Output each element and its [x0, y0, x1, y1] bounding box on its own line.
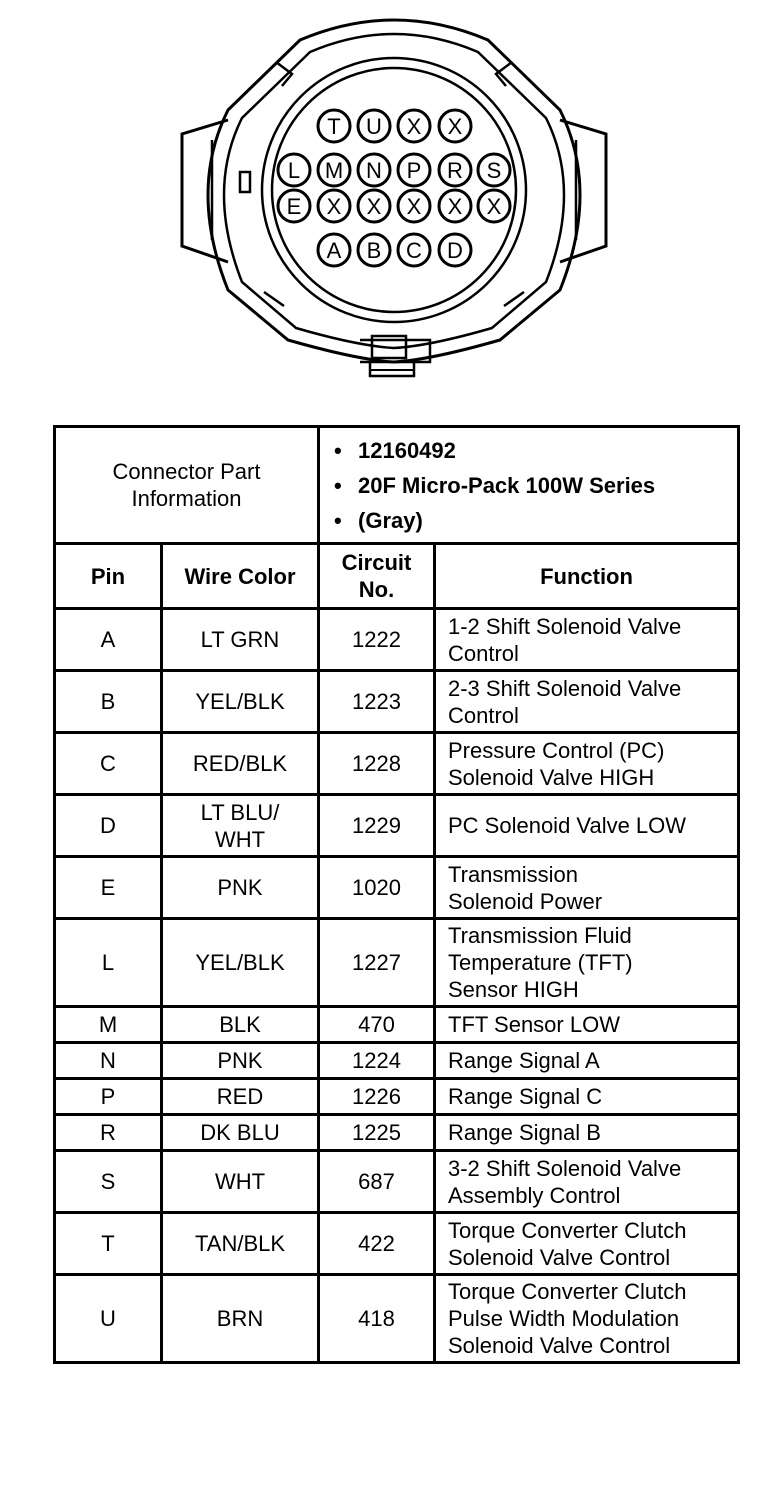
pin-label: R [447, 158, 463, 183]
pin-label: X [406, 114, 422, 139]
pin-cavity-x [398, 110, 430, 142]
cell-function [435, 1115, 739, 1151]
cell-pin: B [55, 671, 162, 733]
connector-info-row [55, 427, 739, 544]
pin-cavity-m [318, 154, 350, 186]
function-line1: 1-2 Shift Solenoid Valve [448, 613, 682, 639]
function-line1: 3-2 Shift Solenoid Valve [448, 1155, 682, 1181]
wire-line1: LT GRN [200, 627, 280, 652]
cell-circuit: 1225 [319, 1115, 435, 1151]
connector-face-diagram [0, 0, 768, 400]
cell-function [435, 609, 739, 671]
wire-line1: BRN [216, 1306, 264, 1331]
cell-circuit: 1228 [319, 733, 435, 795]
cell-wire-color [162, 1213, 319, 1275]
cell-circuit: 1227 [319, 919, 435, 1007]
function-line2: Assembly Control [448, 1182, 621, 1208]
pin-label: A [326, 238, 342, 263]
cell-pin: C [55, 733, 162, 795]
pin-cavity-x [439, 190, 471, 222]
pin-label: M [324, 158, 344, 183]
wire-line1: RED [216, 1084, 264, 1109]
function-line1: PC Solenoid Valve LOW [448, 813, 687, 838]
cell-wire-color [162, 857, 319, 919]
function-line1: 2-3 Shift Solenoid Valve [448, 675, 682, 701]
table-row [55, 733, 739, 795]
pin-cavity-r [439, 154, 471, 186]
function-line1: Transmission [448, 861, 578, 887]
table-row [55, 1213, 739, 1275]
cell-function [435, 1007, 739, 1043]
function-line1: Pressure Control (PC) [448, 737, 665, 763]
cell-wire-color [162, 1007, 319, 1043]
function-line3: Solenoid Valve Control [448, 1333, 671, 1358]
pin-cavity-x [318, 190, 350, 222]
function-line2: Solenoid Power [448, 888, 603, 914]
info-part-number: • 12160492 [358, 433, 737, 468]
pin-cavity-x [398, 190, 430, 222]
cell-circuit: 1222 [319, 609, 435, 671]
wire-line1: WHT [214, 1169, 266, 1194]
cell-function [435, 1213, 739, 1275]
info-color: • (Gray) [358, 503, 737, 538]
pin-label: X [406, 194, 422, 219]
function-line1: TFT Sensor LOW [448, 1012, 620, 1037]
cell-function [435, 1079, 739, 1115]
pin-label: S [486, 158, 502, 183]
connector-info-heading [55, 427, 319, 544]
pin-cavity-u [358, 110, 390, 142]
info-list [358, 433, 737, 538]
table-row [55, 857, 739, 919]
pin-label: D [447, 238, 463, 263]
function-line1: Range Signal C [448, 1084, 603, 1109]
cell-function [435, 671, 739, 733]
pin-label: L [287, 158, 301, 183]
cell-function [435, 1275, 739, 1363]
cell-circuit: 687 [319, 1151, 435, 1213]
header-circuit [319, 544, 435, 609]
wire-line1: YEL/BLK [195, 689, 285, 714]
function-line2: Control [448, 640, 519, 666]
table-row [55, 1043, 739, 1079]
cell-circuit: 1226 [319, 1079, 435, 1115]
pin-label: N [366, 158, 382, 183]
header-function: Function [435, 544, 739, 609]
pin-cavity-x [358, 190, 390, 222]
wire-line1: DK BLU [200, 1120, 280, 1145]
pin-label: X [447, 194, 463, 219]
function-line3: Sensor HIGH [448, 977, 579, 1002]
table-row [55, 1151, 739, 1213]
table-row [55, 671, 739, 733]
pin-cavity-c [398, 234, 430, 266]
cell-circuit: 418 [319, 1275, 435, 1363]
pin-cavity-x [439, 110, 471, 142]
pin-label: E [286, 194, 302, 219]
cell-circuit: 1020 [319, 857, 435, 919]
function-line1: Torque Converter Clutch [448, 1279, 687, 1304]
wire-line2: WHT [214, 826, 266, 852]
pin-label: X [447, 114, 463, 139]
table-row [55, 1007, 739, 1043]
cell-wire-color [162, 671, 319, 733]
function-line1: Torque Converter Clutch [448, 1217, 687, 1243]
table-row [55, 609, 739, 671]
pin-cavities [278, 110, 510, 266]
pin-cavity-p [398, 154, 430, 186]
pin-label: X [326, 194, 342, 219]
function-line1: Transmission Fluid [448, 923, 632, 948]
wire-line1: YEL/BLK [195, 950, 285, 975]
pin-cavity-n [358, 154, 390, 186]
info-series: • 20F Micro-Pack 100W Series [358, 468, 737, 503]
table-row [55, 1079, 739, 1115]
cell-pin: P [55, 1079, 162, 1115]
table-row [55, 1115, 739, 1151]
cell-function [435, 919, 739, 1007]
wire-line1: PNK [217, 1048, 263, 1073]
connector-info-details [319, 427, 739, 544]
pin-label: B [366, 238, 382, 263]
header-circuit-line2: No. [358, 577, 395, 602]
pin-cavity-b [358, 234, 390, 266]
info-heading-line1: Connector Part [112, 459, 261, 484]
table-header-row [55, 544, 739, 609]
cell-wire-color [162, 1151, 319, 1213]
function-line1: Range Signal B [448, 1120, 601, 1145]
table-row [55, 919, 739, 1007]
cell-circuit: 1223 [319, 671, 435, 733]
wire-line1: RED/BLK [192, 751, 288, 776]
pin-cavity-a [318, 234, 350, 266]
function-line2: Solenoid Valve HIGH [448, 764, 655, 790]
cell-function [435, 795, 739, 857]
cell-pin: S [55, 1151, 162, 1213]
pin-cavity-l [278, 154, 310, 186]
cell-pin: N [55, 1043, 162, 1079]
cell-function [435, 1043, 739, 1079]
cell-pin: T [55, 1213, 162, 1275]
header-circuit-line1: Circuit [341, 550, 412, 575]
cell-circuit: 422 [319, 1213, 435, 1275]
cell-function [435, 857, 739, 919]
cell-circuit: 1229 [319, 795, 435, 857]
pin-label: P [406, 158, 422, 183]
cell-wire-color [162, 609, 319, 671]
pin-label: C [406, 238, 422, 263]
pin-cavity-t [318, 110, 350, 142]
cell-circuit: 1224 [319, 1043, 435, 1079]
cell-wire-color [162, 1043, 319, 1079]
cell-pin: U [55, 1275, 162, 1363]
cell-pin: L [55, 919, 162, 1007]
cell-pin: M [55, 1007, 162, 1043]
cell-wire-color [162, 1079, 319, 1115]
function-line2: Temperature (TFT) [448, 950, 633, 975]
cell-wire-color [162, 1115, 319, 1151]
pin-label: X [486, 194, 502, 219]
function-line2: Solenoid Valve Control [448, 1244, 671, 1270]
pin-cavity-d [439, 234, 471, 266]
pin-label: X [366, 194, 382, 219]
function-line2: Pulse Width Modulation [448, 1306, 680, 1331]
cell-wire-color [162, 795, 319, 857]
cell-pin: R [55, 1115, 162, 1151]
cell-wire-color [162, 1275, 319, 1363]
pin-cavity-s [478, 154, 510, 186]
wire-line1: LT BLU/ [200, 799, 280, 825]
pin-label: U [366, 114, 382, 139]
pinout-table [53, 425, 740, 1364]
header-wire-color: Wire Color [162, 544, 319, 609]
pin-cavity-e [278, 190, 310, 222]
cell-function [435, 733, 739, 795]
pin-label: T [327, 114, 341, 139]
pin-cavity-x [478, 190, 510, 222]
cell-circuit: 470 [319, 1007, 435, 1043]
function-line2: Control [448, 702, 519, 728]
cell-wire-color [162, 733, 319, 795]
cell-pin: D [55, 795, 162, 857]
info-heading-line2: Information [131, 486, 242, 511]
cell-pin: E [55, 857, 162, 919]
wire-line1: TAN/BLK [194, 1231, 286, 1256]
table-row [55, 1275, 739, 1363]
function-line1: Range Signal A [448, 1048, 600, 1073]
table-row [55, 795, 739, 857]
wire-line1: BLK [219, 1012, 261, 1037]
cell-pin: A [55, 609, 162, 671]
cell-function [435, 1151, 739, 1213]
wire-line1: PNK [217, 875, 263, 900]
header-pin: Pin [55, 544, 162, 609]
cell-wire-color [162, 919, 319, 1007]
